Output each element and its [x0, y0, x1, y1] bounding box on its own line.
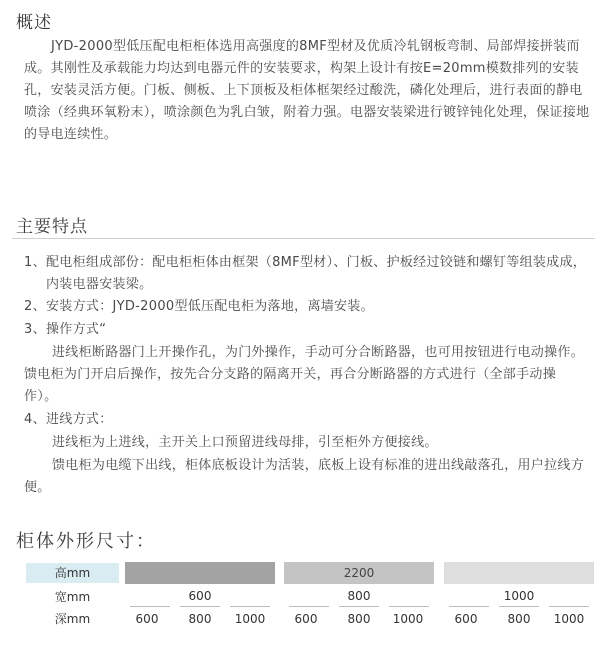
divider [130, 606, 170, 607]
depth-value: 600 [135, 612, 159, 626]
feature-item-1 [24, 252, 594, 296]
feature-number: 1、 [24, 255, 46, 270]
dimensions-title: 柜体外形尺寸： [16, 531, 156, 552]
width-value: 1000 [503, 589, 535, 603]
depth-value: 600 [294, 612, 318, 626]
height-bar [444, 562, 594, 584]
divider [549, 606, 589, 607]
height-bar: 2200 [284, 562, 434, 584]
divider [289, 606, 329, 607]
feature-number: 2、 [24, 299, 46, 314]
width-value: 600 [188, 589, 212, 603]
features-divider [12, 238, 595, 239]
feature-text: 安装方式：JYD-2000型低压配电柜为落地，离墙安装。 [46, 299, 374, 314]
overview-paragraph: JYD-2000型低压配电柜柜体选用高强度的8MF型材及优质冷轧钢板弯制、局部焊接拼装而成。其刚性及承载能力均达到电器元件的安装要求，构架上设计有按E=20mm模数排列的安装孔，安装灵活方便。门板、侧板、上下顶板及柜体框架经过酸洗，磷化处理后，进行表面的静电喷涂（经典环氧粉末），喷涂颜色为乳白皱，附着力强。电器安装梁进行镀锌钝化处理，保证接地的导电连续性。 [24, 39, 590, 142]
divider [499, 606, 539, 607]
divider [230, 606, 270, 607]
depth-value: 800 [188, 612, 212, 626]
features-title: 主要特点 [16, 217, 88, 237]
divider [339, 606, 379, 607]
feature-item-3 [24, 319, 594, 341]
feature-item-4-detail-1: 进线柜为上进线，主开关上口预留进线母排，引至柜外方便接线。 [52, 435, 438, 450]
feature-number: 4、 [24, 412, 46, 427]
depth-value: 1000 [553, 612, 585, 626]
feature-text: 配电柜组成部份：配电柜柜体由框架（8MF型材）、门板、护板经过铰链和螺钉等组装成成，内装电器安装梁。 [46, 255, 587, 292]
feature-item-4 [24, 409, 594, 431]
depth-value: 1000 [392, 612, 424, 626]
feature-text: 进线方式： [46, 412, 113, 427]
divider [389, 606, 429, 607]
feature-item-4-detail-2: 馈电柜为电缆下出线，柜体底板设计为活装，底板上设有标准的进出线敲落孔，用户拉线方便。 [24, 458, 585, 495]
feature-text: 操作方式“ [46, 322, 107, 337]
row-label-depth: 深mm [54, 612, 91, 626]
depth-value: 600 [454, 612, 478, 626]
row-label-width: 宽mm [54, 590, 91, 604]
depth-value: 800 [347, 612, 371, 626]
row-label-height: 高mm [26, 563, 119, 583]
depth-value: 800 [507, 612, 531, 626]
divider [180, 606, 220, 607]
feature-number: 3、 [24, 322, 46, 337]
feature-item-3-detail: 进线柜断路器门上开操作孔，为门外操作，手动可分合断路器，也可用按钮进行电动操作。馈电柜为门开启后操作，按先合分支路的隔离开关，再合分断路器的方式进行（全部手动操作）。 [24, 345, 585, 404]
height-bar [125, 562, 275, 584]
overview-title: 概述 [16, 13, 52, 33]
divider [449, 606, 489, 607]
width-value: 800 [347, 589, 371, 603]
feature-item-2 [24, 296, 594, 318]
depth-value: 1000 [234, 612, 266, 626]
